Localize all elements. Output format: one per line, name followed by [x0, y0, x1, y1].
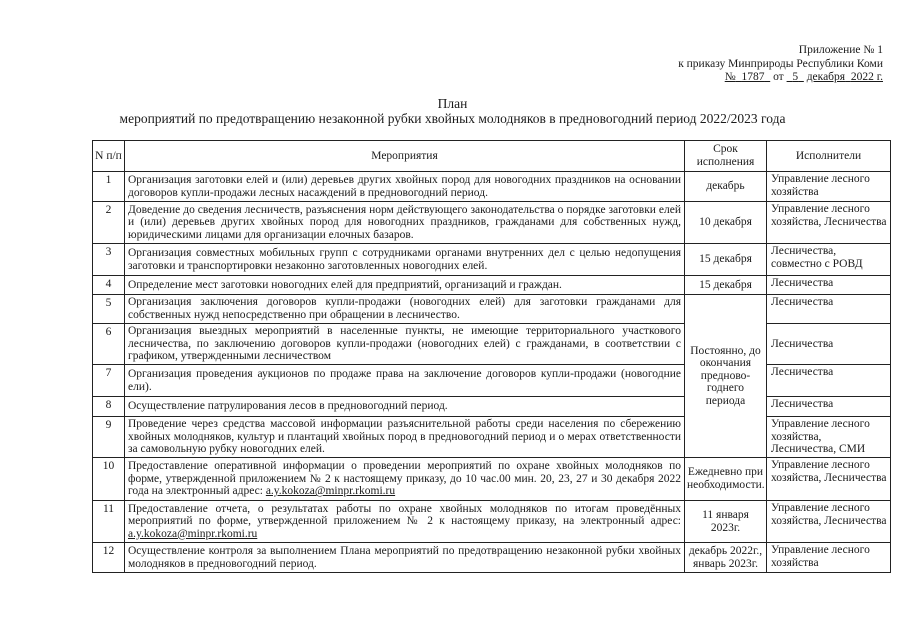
- plan-title: [0, 96, 905, 126]
- row-term: 11 января 2023г.: [685, 501, 767, 543]
- email-link[interactable]: a.y.kokoza@minpr.rkomi.ru: [265, 485, 396, 498]
- table-row: [93, 244, 891, 276]
- row-executor: Управление лесного хозяйства, Лесничества, СМИ: [767, 417, 891, 458]
- table-row: [93, 295, 891, 324]
- table-row: [93, 501, 891, 543]
- table-row: [93, 365, 891, 397]
- plan-title-line-1: План: [437, 96, 468, 111]
- table-row: [93, 172, 891, 202]
- row-activity: Осуществление контроля за выполнением Плана мероприятий по предотвращению незаконной рубки хвойных молодняков в предновогодний период.: [125, 543, 685, 573]
- row-activity: Осуществление патрулирования лесов в предновогодний период.: [125, 397, 685, 417]
- table-row: [93, 202, 891, 244]
- order-no-prefix: №: [724, 71, 736, 83]
- order-from: от: [773, 71, 784, 83]
- row-executor: Управление лесного хозяйства, Лесничества: [767, 202, 891, 244]
- header-term: Срок исполнения: [685, 141, 767, 172]
- row-num: 8: [93, 397, 125, 417]
- table-row: [93, 397, 891, 417]
- row-num: 2: [93, 202, 125, 244]
- row-executor: Лесничества: [767, 295, 891, 324]
- row-num: 6: [93, 324, 125, 365]
- table-row: [93, 417, 891, 458]
- row-executor: Лесничества: [767, 324, 891, 365]
- table-row: [93, 543, 891, 573]
- row-executor: Лесничества, совместно с РОВД: [767, 244, 891, 276]
- order-year: 2022 г.: [850, 71, 883, 83]
- row-term: 10 декабря: [685, 202, 767, 244]
- table-row: [93, 458, 891, 501]
- row-executor: Управление лесного хозяйства: [767, 543, 891, 573]
- row-executor: Управление лесного хозяйства, Лесничества: [767, 458, 891, 501]
- merged-term-cell: Постоянно, до окончания предново-годнего периода: [685, 295, 767, 458]
- row-num: 4: [93, 276, 125, 295]
- order-day: 5: [792, 71, 799, 83]
- row-activity: Проведение через средства массовой информации разъяснительной работы среди населения по сбережению хвойных молодняков, культур и плантаций хвойных пород в предновогодний период и о мерах ответственности за самовольную рубку новогодних елей.: [125, 417, 685, 458]
- row-term: 15 декабря: [685, 276, 767, 295]
- row-activity: Организация заключения договоров купли-продажи (новогодних елей) для заготовки гражданами для собственных нужд непосредственно при обращении в лесничество.: [125, 295, 685, 324]
- row-executor: Управление лесного хозяйства: [767, 172, 891, 202]
- table-row: [93, 276, 891, 295]
- row-num: 7: [93, 365, 125, 397]
- row-num: 12: [93, 543, 125, 573]
- table-row: [93, 324, 891, 365]
- row-term: Ежедневно при необходимости.: [685, 458, 767, 501]
- row-activity: Организация заготовки елей и (или) деревьев других хвойных пород для новогодних праздников на основании договоров купли-продажи лесных насаждений в предновогодний период.: [125, 172, 685, 202]
- row-activity: Доведение до сведения лесничеств, разъяснения норм действующего законодательства о порядке заготовки елей и (или) деревьев других хвойных пород для новогодних праздников, гражданами для собственных нужд, юридическими лицами для организации елочных базаров.: [125, 202, 685, 244]
- header-activity: Мероприятия: [125, 141, 685, 172]
- row-executor: Управление лесного хозяйства, Лесничества: [767, 501, 891, 543]
- row-num: 3: [93, 244, 125, 276]
- row-term: декабрь 2022г., январь 2023г.: [685, 543, 767, 573]
- row-activity: [125, 501, 685, 543]
- row-executor: Лесничества: [767, 365, 891, 397]
- appendix-line-1: Приложение № 1: [798, 44, 883, 56]
- plan-table: [92, 140, 891, 573]
- row-num: 11: [93, 501, 125, 543]
- appendix-order-line: [678, 71, 883, 85]
- row-executor: Лесничества: [767, 397, 891, 417]
- header-num: N п/п: [93, 141, 125, 172]
- header-executor: Исполнители: [767, 141, 891, 172]
- email-link[interactable]: a.y.kokoza@minpr.rkomi.ru: [128, 527, 258, 540]
- row-num: 5: [93, 295, 125, 324]
- row-term: 15 декабря: [685, 244, 767, 276]
- appendix-header: [678, 44, 883, 85]
- order-month: декабря: [806, 71, 846, 83]
- row-activity: Организация проведения аукционов по продаже права на заключение договоров купли-продажи (новогодние ели).: [125, 365, 685, 397]
- row-term: декабрь: [685, 172, 767, 202]
- row-num: 10: [93, 458, 125, 501]
- row-executor: Лесничества: [767, 276, 891, 295]
- row-num: 1: [93, 172, 125, 202]
- row-activity-text: Предоставление оперативной информации о проведении мероприятий по охране хвойных молодняков по форме, утвержденной приложением № 2 к настоящему приказу, до 10 час.00 мин. 20, 23, 27 и 30 декабря 2022 года на электронный адрес:: [128, 460, 681, 498]
- order-number: 1787: [741, 71, 765, 83]
- plan-title-line-2: мероприятий по предотвращению незаконной рубки хвойных молодняков в предновогодний период 2022/2023 года: [119, 111, 786, 126]
- row-activity: Определение мест заготовки новогодних елей для предприятий, организаций и граждан.: [125, 276, 685, 295]
- row-activity: Организация выездных мероприятий в населенные пункты, не имеющие территориального участкового лесничества, по заключению договоров купли-продажи (новогодних елей) с гражданами, в соответствии с графиком, утвержденными лесничеством: [125, 324, 685, 365]
- appendix-line-2: к приказу Минприроды Республики Коми: [678, 57, 883, 70]
- row-activity: Организация совместных мобильных групп с сотрудниками органами внутренних дел с целью недопущения заготовки и транспортировки незаконно заготовленных новогодних елей.: [125, 244, 685, 276]
- row-activity-text: Предоставление отчета, о результатах работы по охране хвойных молодняков по итогам проведённых мероприятий по форме, утвержденной приложением № 2 к настоящему приказу, на электронный адрес:: [128, 502, 681, 528]
- row-activity: [125, 458, 685, 501]
- table-header-row: [93, 141, 891, 172]
- row-num: 9: [93, 417, 125, 458]
